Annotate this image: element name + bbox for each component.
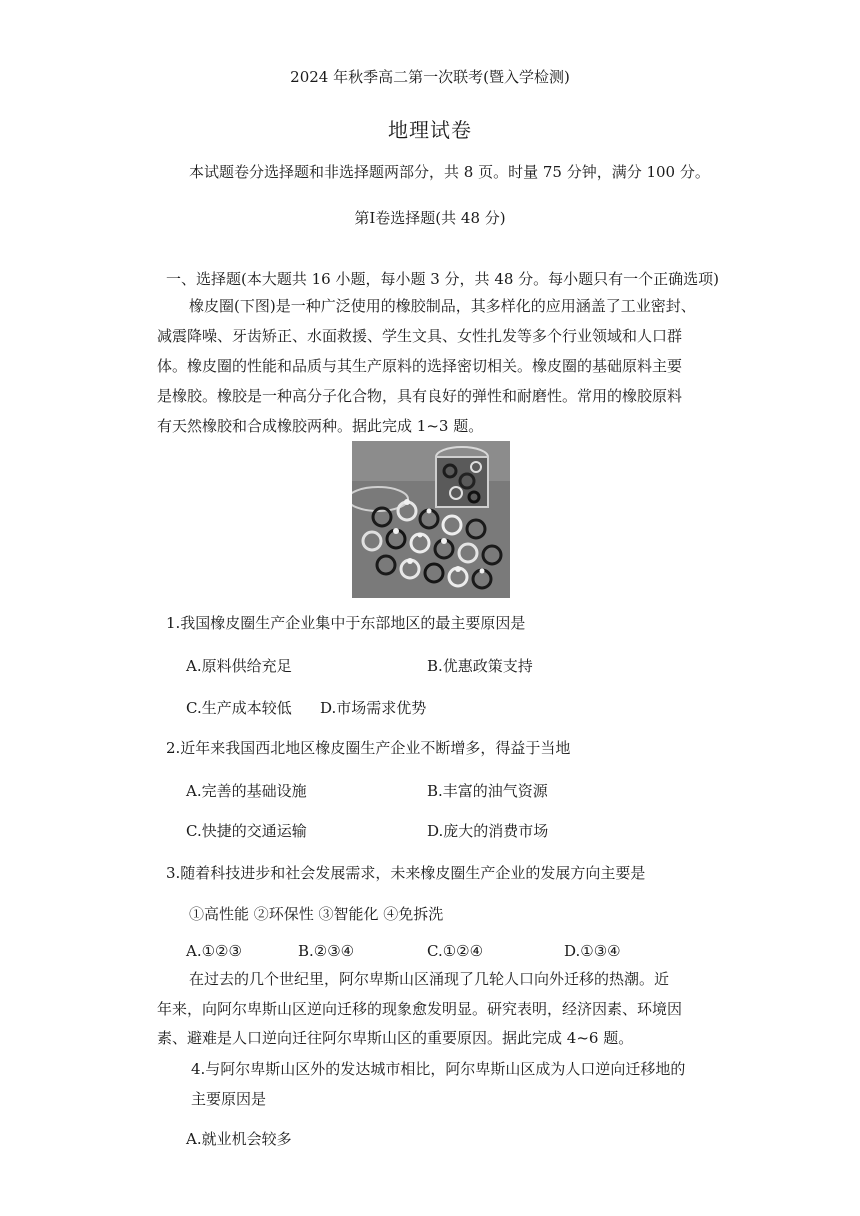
statement-items: ①高性能 ②环保性 ③智能化 ④免拆洗 (189, 905, 444, 923)
option-c: C.快捷的交通运输 (186, 822, 307, 840)
passage-line: 素、避难是人口逆向迁往阿尔卑斯山区的重要原因。据此完成 4~6 题。 (157, 1029, 634, 1047)
question-stem: 2.近年来我国西北地区橡皮圈生产企业不断增多，得益于当地 (166, 739, 571, 757)
exam-title: 2024 年秋季高二第一次联考(暨入学检测) (290, 68, 570, 86)
question-stem: 3.随着科技进步和社会发展需求，未来橡皮圈生产企业的发展方向主要是 (166, 864, 646, 882)
option-a: A.①②③ (186, 942, 242, 960)
subject-title: 地理试卷 (388, 118, 472, 142)
passage-line: 减震降噪、牙齿矫正、水面救援、学生文具、女性扎发等多个行业领域和人口群 (157, 327, 683, 345)
passage-line: 橡皮圈(下图)是一种广泛使用的橡胶制品，其多样化的应用涵盖了工业密封、 (189, 297, 696, 315)
option-c: C.①②④ (427, 942, 484, 960)
rubber-band-photo (352, 441, 510, 598)
passage-line: 有天然橡胶和合成橡胶两种。据此完成 1~3 题。 (157, 417, 484, 435)
option-a: A.就业机会较多 (186, 1130, 292, 1148)
option-c: C.生产成本较低 (186, 699, 292, 717)
question-stem-cont: 主要原因是 (191, 1090, 267, 1108)
part-title: 第Ⅰ卷选择题(共 48 分) (354, 209, 506, 227)
option-b: B.②③④ (298, 942, 355, 960)
option-d: D.市场需求优势 (320, 699, 427, 717)
option-a: A.原料供给充足 (186, 657, 292, 675)
question-stem: 4.与阿尔卑斯山区外的发达城市相比，阿尔卑斯山区成为人口逆向迁移地的 (191, 1060, 686, 1078)
section-heading: 一、选择题(本大题共 16 小题，每小题 3 分，共 48 分。每小题只有一个正确选项) (166, 270, 720, 288)
question-stem: 1.我国橡皮圈生产企业集中于东部地区的最主要原因是 (166, 614, 526, 632)
option-b: B.丰富的油气资源 (427, 782, 548, 800)
passage-line: 是橡胶。橡胶是一种高分子化合物，具有良好的弹性和耐磨性。常用的橡胶原料 (157, 387, 683, 405)
option-b: B.优惠政策支持 (427, 657, 533, 675)
option-d: D.①③④ (564, 942, 621, 960)
passage-line: 在过去的几个世纪里，阿尔卑斯山区涌现了几轮人口向外迁移的热潮。近 (189, 970, 670, 988)
passage-line: 年来，向阿尔卑斯山区逆向迁移的现象愈发明显。研究表明，经济因素、环境因 (157, 1000, 683, 1018)
option-d: D.庞大的消费市场 (427, 822, 549, 840)
option-a: A.完善的基础设施 (186, 782, 307, 800)
passage-line: 体。橡皮圈的性能和品质与其生产原料的选择密切相关。橡皮圈的基础原料主要 (157, 357, 683, 375)
exam-intro: 本试题卷分选择题和非选择题两部分，共 8 页。时量 75 分钟，满分 100 分。 (189, 163, 710, 181)
